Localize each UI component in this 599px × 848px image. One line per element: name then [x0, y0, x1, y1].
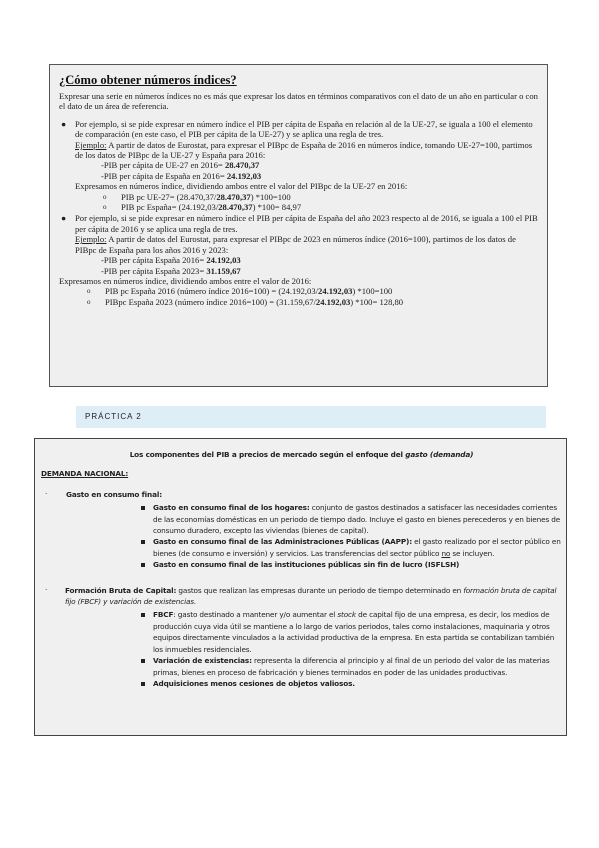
square-bullet-icon	[141, 659, 145, 663]
bullet-icon: ·	[45, 584, 48, 594]
calc-line-2: o PIB pc España= (24.192,03/28.470,37) *100= 84,97	[103, 202, 302, 213]
intro-paragraph: Expresar una serie en números índices no es más que expresar los datos en términos comparativos con el dato de un año en particular o con el dato de un área de referencia.	[59, 91, 538, 112]
square-bullet-icon	[141, 540, 145, 544]
square-bullet-icon	[141, 613, 145, 617]
bullet-item-2	[59, 213, 539, 275]
bullet-item-1	[59, 119, 539, 213]
list-item-variacion: Variación de existencias: representa la diferencia al principio y al final de un periodo del valor de las materias primas, bienes en proceso de fabricación y bienes terminados en poder de las unidades productivas.	[41, 655, 562, 678]
calc-line-4: o PIBpc España 2023 (número índice 2016=100) = (31.159,67/24.192,03) *100= 128,80	[87, 296, 404, 307]
bullet-2-text: Por ejemplo, si se pide expresar en número índice el PIB per cápita de España del año 2023 respecto al de 2016, se iguala a 100 el PIB per cápita de 2016 y se aplica una regla de tres.	[75, 213, 538, 234]
bullet-icon: ·	[45, 488, 48, 498]
list-item-aapp: Gasto en consumo final de las Administraciones Públicas (AAPP): el gasto realizado por el sector público en bienes (de consumo e inversión) y servicios. Las transferencias del sector público no se incluyen.	[41, 536, 562, 559]
numeros-indice-box	[49, 64, 548, 387]
box-title: Los componentes del PIB a precios de mercado según el enfoque del gasto (demanda)	[129, 450, 474, 459]
data-line-2016: -PIB per cápita España 2016= 24.192,03	[101, 255, 241, 266]
calc-line-3: o PIB pc España 2016 (número índice 2016=100) = (24.192,03/24.192,03) *100=100	[87, 286, 393, 297]
gasto-consumo-heading: · Gasto en consumo final:	[45, 488, 162, 499]
circle-bullet-icon: o	[103, 192, 107, 201]
example-1: Ejemplo: A partir de datos de Eurostat, para expresar el PIBpc de España de 2016 en números índice, tomando UE-27=100, partimos de los datos de PIBpc de la UE-27 y España para 2016:	[75, 139, 533, 161]
demanda-nacional-heading: DEMANDA NACIONAL:	[41, 469, 129, 479]
data-line-2023: -PIB per cápita España 2023= 31.159,67	[101, 265, 241, 276]
bullet-icon: ●	[61, 118, 67, 129]
express-text-2: Expresamos en números índice, dividiendo ambos entre el valor de 2016:	[59, 275, 312, 286]
data-line-ue: -PIB per cápita de UE-27 en 2016= 28.470,37	[101, 160, 260, 171]
square-bullet-icon	[141, 506, 145, 510]
componentes-pib-box	[34, 438, 567, 736]
express-text-1: Expresamos en números índice, dividiendo ambos entre el valor del PIBpc de la UE-27 en 2016:	[75, 181, 408, 192]
bullet-icon: ●	[61, 213, 67, 224]
box-title: ¿Cómo obtener números índices?	[59, 73, 237, 87]
list-item-fbcf: FBCF: gasto destinado a mantener y/o aumentar el stock de capital fijo de una empresa, es decir, los medios de producción cuya vida útil se mantiene a lo largo de varios periodos, tales como instalaciones, maquinaria y otros equipos directamente vinculados a la actividad productiva de la empresa. En esta partida se contabilizan también los inmuebles residenciales.	[41, 609, 562, 655]
square-bullet-icon	[141, 682, 145, 686]
formacion-bruta-capital: · Formación Bruta de Capital: gastos que realizan las empresas durante un periodo de tiempo determinado en formación bruta de capital fijo (FBCF) y variación de existencias.	[45, 584, 557, 607]
calc-line-1: o PIB pc UE-27= (28.470,37/28.470,37) *100=100	[103, 191, 291, 202]
circle-bullet-icon: o	[87, 287, 91, 296]
circle-bullet-icon: o	[87, 297, 91, 306]
practica-heading: PRÁCTICA 2	[76, 406, 546, 428]
square-bullet-icon	[141, 563, 145, 567]
circle-bullet-icon: o	[103, 203, 107, 212]
bullet-1-text: Por ejemplo, si se pide expresar en número índice el PIB per cápita de España en relación al de la UE-27, se iguala a 100 el elemento de comparación (en este caso, el PIB per cápita de la UE-27) y se aplica una regla de tres.	[75, 118, 533, 140]
example-2: Ejemplo: A partir de datos del Eurostat, para expresar el PIBpc de 2023 en números índice (2016=100), partimos de los datos de PIBpc de España para los años 2016 y 2023:	[75, 234, 516, 255]
data-line-es: -PIB per cápita de España en 2016= 24.192,03	[101, 170, 262, 181]
list-item-isflsh: Gasto en consumo final de las instituciones públicas sin fin de lucro (ISFLSH)	[41, 559, 562, 570]
list-item-hogares: Gasto en consumo final de los hogares: conjunto de gastos destinados a satisfacer las necesidades corrientes de las economías domésticas en un periodo de tiempo dado. Incluye el gasto en bienes perecederos y en bienes de consumo duradero, excepto las viviendas (bienes de capital).	[41, 502, 562, 536]
list-item-adquisiciones: Adquisiciones menos cesiones de objetos valiosos.	[41, 678, 562, 689]
